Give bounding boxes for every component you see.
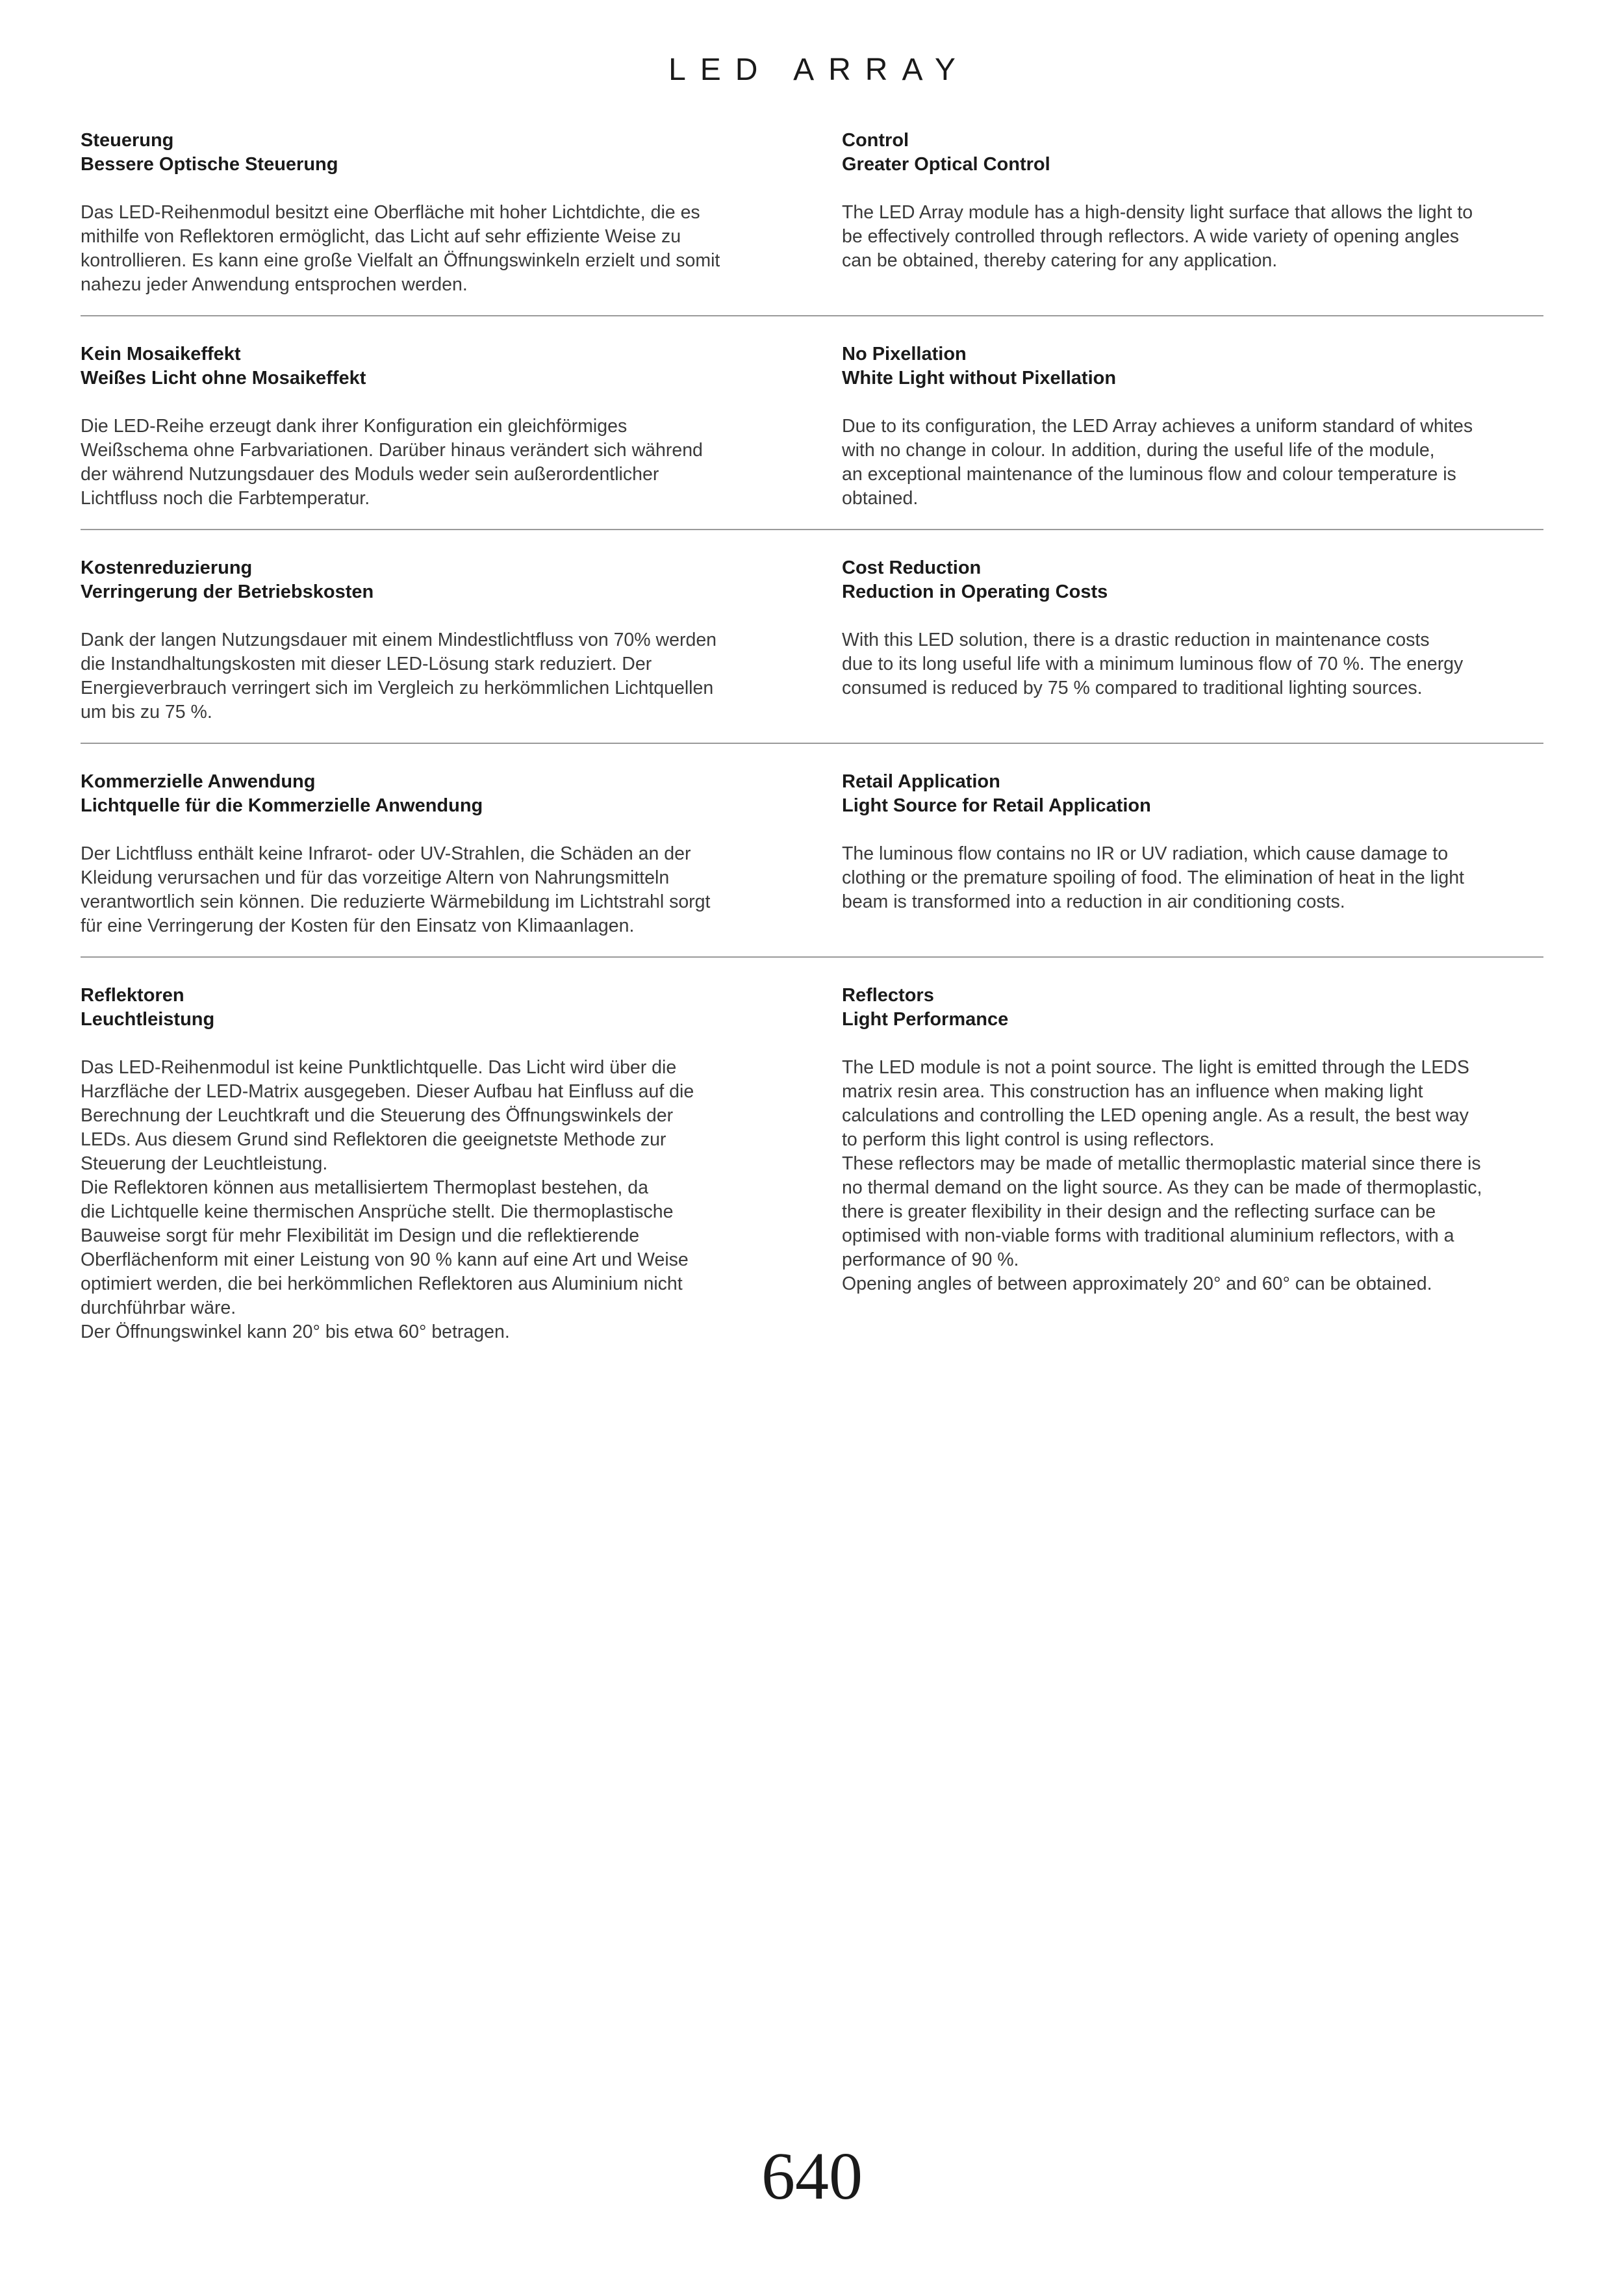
english-column	[842, 129, 1543, 297]
section-control	[81, 129, 1543, 316]
section-retail-application	[81, 770, 1543, 958]
german-column	[81, 984, 782, 1344]
section-heading: Kostenreduzierung	[81, 557, 253, 578]
section-body: Due to its configuration, the LED Array achieves a uniform standard of whites with no change in colour. In addition, during the useful life of the module, an exceptional maintenance of the luminous flow and colour temperature is obtained.	[842, 416, 1473, 509]
english-column	[842, 770, 1543, 938]
section-subheading: Greater Optical Control	[842, 154, 1050, 175]
english-column	[842, 984, 1543, 1344]
section-subheading: Light Performance	[842, 1009, 1009, 1030]
section-subheading: Lichtquelle für die Kommerzielle Anwendung	[81, 795, 483, 816]
section-heading: Kein Mosaikeffekt	[81, 344, 241, 364]
section-heading: Reflectors	[842, 985, 934, 1006]
section-subheading: Reduction in Operating Costs	[842, 581, 1108, 602]
section-subheading: Leuchtleistung	[81, 1009, 215, 1030]
german-column	[81, 129, 782, 297]
section-no-pixellation	[81, 342, 1543, 530]
section-body: The luminous flow contains no IR or UV radiation, which cause damage to clothing or the premature spoiling of food. The elimination of heat in the light beam is transformed into a reduction in air conditioning costs.	[842, 843, 1464, 912]
section-body: Dank der langen Nutzungsdauer mit einem Mindestlichtfluss von 70% werden die Instandhaltungskosten mit dieser LED-Lösung stark reduziert. Der Energieverbrauch verringert sich im Vergleich zu herkömmlichen Lichtquellen um bis zu 75 %.	[81, 630, 717, 722]
section-heading: Steuerung	[81, 130, 174, 151]
content-area	[81, 129, 1543, 1388]
english-column	[842, 556, 1543, 724]
german-column	[81, 556, 782, 724]
section-body: The LED Array module has a high-density light surface that allows the light to be effectively controlled through reflectors. A wide variety of opening angles can be obtained, thereby catering for any application.	[842, 202, 1473, 271]
section-heading: Cost Reduction	[842, 557, 982, 578]
section-heading: No Pixellation	[842, 344, 967, 364]
section-subheading: Verringerung der Betriebskosten	[81, 581, 374, 602]
section-heading: Control	[842, 130, 909, 151]
section-body: Der Lichtfluss enthält keine Infrarot- oder UV-Strahlen, die Schäden an der Kleidung verursachen und für das vorzeitige Altern von Nahrungsmitteln verantwortlich sein können. Die reduzierte Wärmebildung im Lichtstrahl sorgt für eine Verringerung der Kosten für den Einsatz von Klimaanlagen.	[81, 843, 711, 936]
section-body: Das LED-Reihenmodul ist keine Punktlichtquelle. Das Licht wird über die Harzfläche der LED-Matrix ausgegeben. Dieser Aufbau hat Einfluss auf die Berechnung der Leuchtkraft und die Steuerung des Öffnungswinkels der LEDs. Aus diesem Grund sind Reflektoren die geeignetste Methode zur Steuerung der Leuchtleistung. Die Reflektoren können aus metallisiertem Thermoplast bestehen, da die Lichtquelle keine thermischen Ansprüche stellt. Die thermoplastische Bauweise sorgt für mehr Flexibilität im Design und die reflektierende Oberflächenform mit einer Leistung von 90 % kann auf eine Art und Weise optimiert werden, die bei herkömmlichen Reflektoren aus Aluminium nicht durchführbar wäre. Der Öffnungswinkel kann 20° bis etwa 60° betragen.	[81, 1057, 694, 1342]
section-reflectors	[81, 984, 1543, 1362]
section-subheading: Weißes Licht ohne Mosaikeffekt	[81, 368, 366, 389]
section-body: Die LED-Reihe erzeugt dank ihrer Konfiguration ein gleichförmiges Weißschema ohne Farbvariationen. Darüber hinaus verändert sich während der während Nutzungsdauer des Moduls weder sein außerordentlicher Lichtfluss noch die Farbtemperatur.	[81, 416, 703, 509]
english-column	[842, 342, 1543, 511]
section-subheading: Light Source for Retail Application	[842, 795, 1151, 816]
section-subheading: Bessere Optische Steuerung	[81, 154, 338, 175]
german-column	[81, 342, 782, 511]
section-heading: Retail Application	[842, 771, 1000, 792]
section-body: Das LED-Reihenmodul besitzt eine Oberfläche mit hoher Lichtdichte, die es mithilfe von Reflektoren ermöglicht, das Licht auf sehr effiziente Weise zu kontrollieren. Es kann eine große Vielfalt an Öffnungswinkeln erzielt und somit nahezu jeder Anwendung entsprochen werden.	[81, 202, 720, 295]
page-number: 640	[761, 2139, 863, 2214]
section-heading: Reflektoren	[81, 985, 184, 1006]
german-column	[81, 770, 782, 938]
section-heading: Kommerzielle Anwendung	[81, 771, 316, 792]
page-title: LED ARRAY	[668, 53, 970, 87]
section-body: With this LED solution, there is a drastic reduction in maintenance costs due to its long useful life with a minimum luminous flow of 70 %. The energy consumed is reduced by 75 % compared to traditional lighting sources.	[842, 630, 1464, 698]
section-subheading: White Light without Pixellation	[842, 368, 1117, 389]
section-body: The LED module is not a point source. The light is emitted through the LEDS matrix resin area. This construction has an influence when making light calculations and controlling the LED opening angle. As a result, the best way to perform this light control is using reflectors. These reflectors may be made of metallic thermoplastic material since there is no thermal demand on the light source. As they can be made of thermoplastic, there is greater flexibility in their design and the reflecting surface can be optimised with non-viable forms with traditional aluminium reflectors, with a performance of 90 %. Opening angles of between approximately 20° and 60° can be obtained.	[842, 1057, 1482, 1294]
section-cost-reduction	[81, 556, 1543, 744]
